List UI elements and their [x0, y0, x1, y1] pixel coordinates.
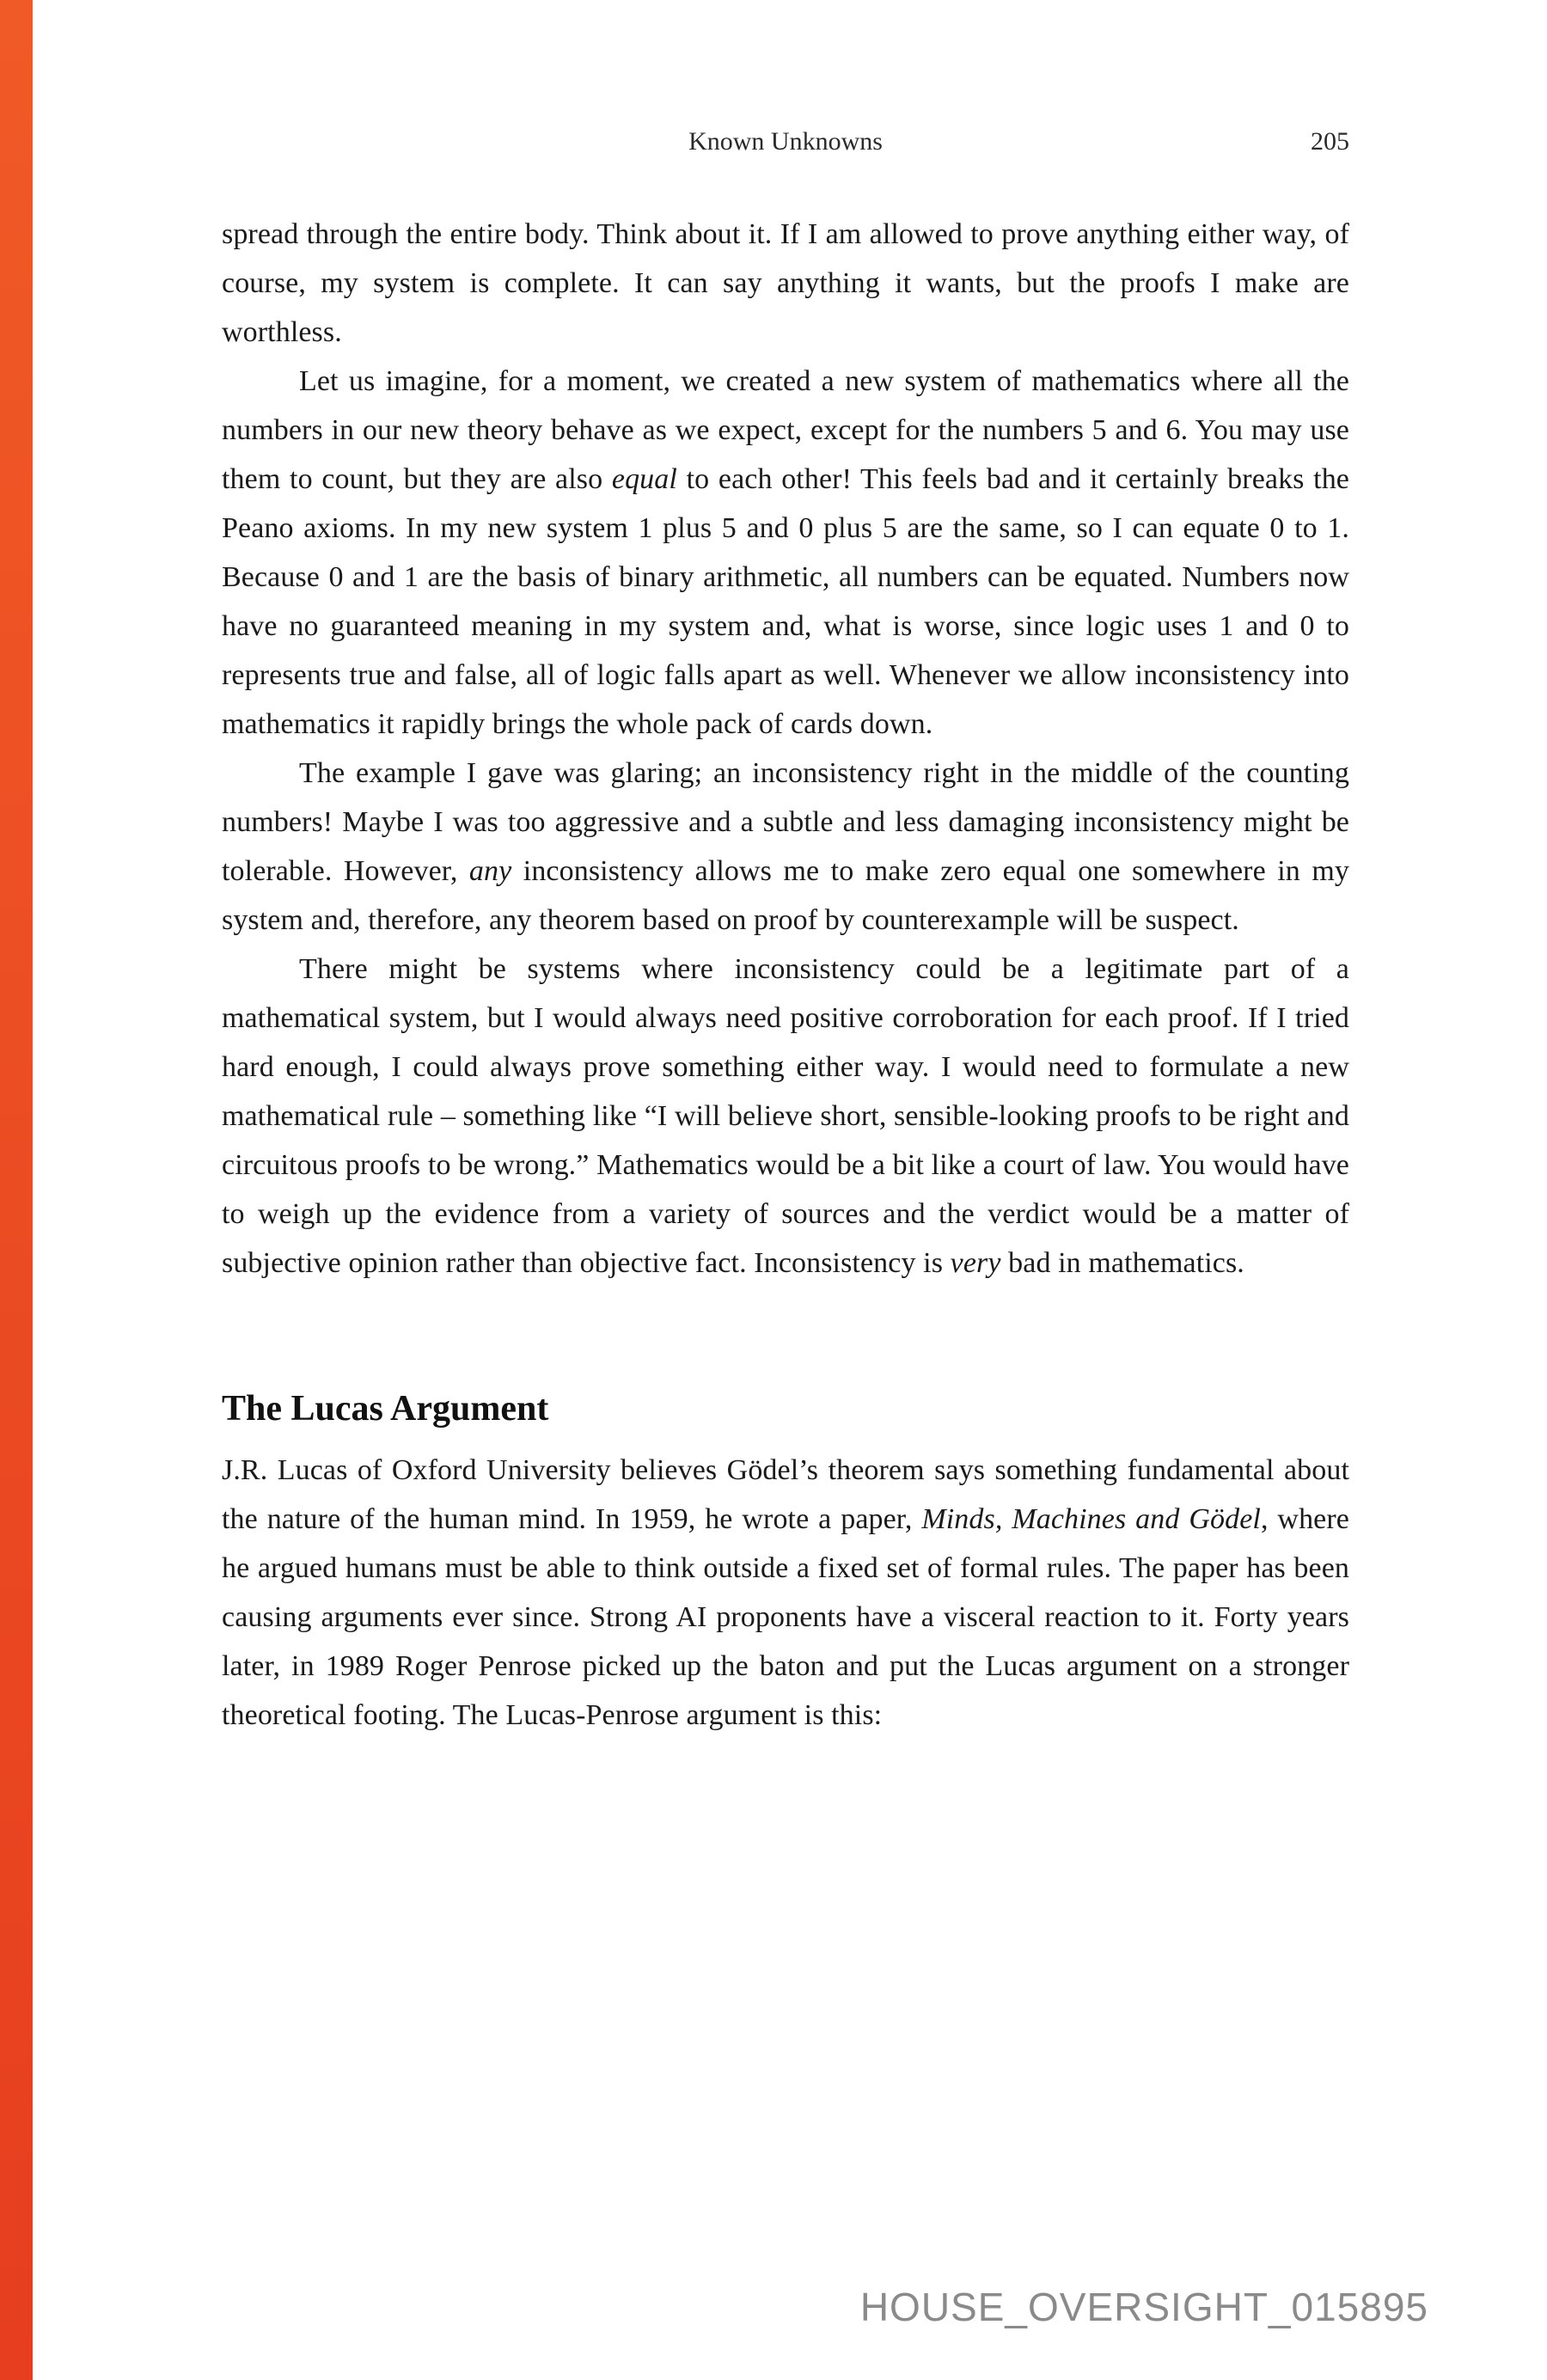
page-number: 205	[1311, 127, 1349, 156]
paragraph: There might be systems where inconsistency could be a legitimate part of a mathematical system, but I would always need positive corroboration for each proof. If I tried hard enough, I could always prove something either way. I would need to formulate a new mathematical rule – something like “I will believe short, sensible-looking proofs to be right and circuitous proofs to be wrong.” Mathematics would be a bit like a court of law. You would have to weigh up the evidence from a variety of sources and the verdict would be a matter of subjective opinion rather than objective fact. Inconsistency is very bad in mathematics.	[222, 953, 1349, 1279]
paragraph: The example I gave was glaring; an inconsistency right in the middle of the counting numbers! Maybe I was too aggressive and a subtle and less damaging inconsistency might be tolerable. However, any inconsistency allows me to make zero equal one somewhere in my system and, therefore, any theorem based on proof by counterexample will be suspect.	[222, 757, 1350, 936]
section-heading: The Lucas Argument	[222, 1389, 549, 1429]
page-content	[222, 127, 1349, 1740]
running-header-title: Known Unknowns	[688, 127, 883, 156]
paragraph: Let us imagine, for a moment, we created a new system of mathematics where all the numbers in our new theory behave as we expect, except for the numbers 5 and 6. You may use them to count, but they are also equal to each other! This feels bad and it certainly breaks the Peano axioms. In my new system 1 plus 5 and 0 plus 5 are the same, so I can equate 0 to 1. Because 0 and 1 are the basis of binary arithmetic, all numbers can be equated. Numbers now have no guaranteed meaning in my system and, what is worse, since logic uses 1 and 0 to represents true and false, all of logic falls apart as well. Whenever we allow inconsistency into mathematics it rapidly brings the whole pack of cards down.	[222, 365, 1349, 740]
watermark: HOUSE_OVERSIGHT_015895	[859, 2285, 1428, 2329]
page-edge-stripe	[0, 0, 33, 2380]
running-header	[222, 127, 1349, 165]
section-paragraph: J.R. Lucas of Oxford University believes Gödel’s theorem says something fundamental about the nature of the human mind. In 1959, he wrote a paper, Minds, Machines and Gödel, where he argued humans must be able to think outside a fixed set of formal rules. The paper has been causing arguments ever since. Strong AI proponents have a visceral reaction to it. Forty years later, in 1989 Roger Penrose picked up the baton and put the Lucas argument on a stronger theoretical footing. The Lucas-Penrose argument is this:	[222, 1454, 1349, 1731]
paragraph: spread through the entire body. Think about it. If I am allowed to prove anything either way, of course, my system is complete. It can say anything it wants, but the proofs I make are worthless.	[222, 218, 1349, 348]
